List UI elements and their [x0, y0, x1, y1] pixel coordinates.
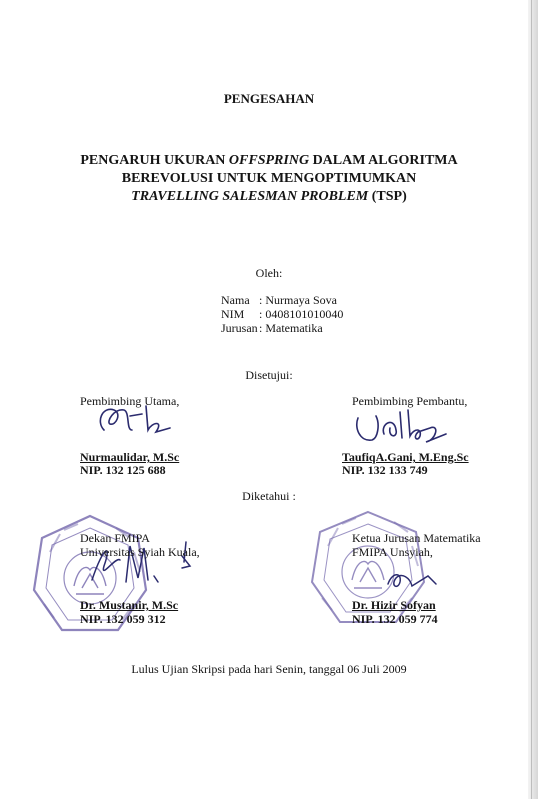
head-dept-signature — [382, 564, 442, 594]
head-dept-title-1: Ketua Jurusan Matematika — [352, 531, 481, 545]
page-edge-shadow — [528, 0, 538, 799]
head-dept-name: Dr. Hizir Sofyan — [352, 598, 436, 612]
heading: PENGESAHAN — [223, 91, 315, 106]
approved-label: Disetujui: — [245, 368, 293, 382]
page-edge-line — [531, 0, 532, 799]
head-dept-title-2: FMIPA Unsyiah, — [352, 545, 433, 559]
advisor-second-signature — [350, 404, 450, 448]
title-line-1: PENGARUH UKURAN OFFSPRING DALAM ALGORITMA — [80, 153, 458, 168]
advisor-main-nip: NIP. 132 125 688 — [80, 463, 166, 477]
dean-title-2: Universitas Syiah Kuala, — [80, 545, 200, 559]
advisor-main-role: Pembimbing Utama, — [80, 394, 180, 408]
identity-row-nim: NIM : 0408101010040 — [221, 307, 344, 321]
dean-title-1: Dekan FMIPA — [80, 531, 150, 545]
advisor-second-nip: NIP. 132 133 749 — [342, 463, 428, 477]
acknowledged-label: Diketahui : — [242, 489, 296, 503]
by-label: Oleh: — [255, 266, 283, 280]
identity-row-department: Jurusan: Matematika — [221, 321, 323, 335]
advisor-main-signature — [90, 400, 180, 440]
title-line-3: TRAVELLING SALESMAN PROBLEM (TSP) — [131, 189, 407, 204]
identity-row-name: Nama : Nurmaya Sova — [221, 293, 337, 307]
title-line-2: BEREVOLUSI UNTUK MENGOPTIMUMKAN — [121, 171, 417, 186]
dean-nip: NIP. 132 059 312 — [80, 612, 166, 626]
footer-statement: Lulus Ujian Skripsi pada hari Senin, tanggal 06 Juli 2009 — [131, 662, 407, 676]
advisor-second-role: Pembimbing Pembantu, — [352, 394, 468, 408]
head-dept-nip: NIP. 132 059 774 — [352, 612, 438, 626]
dean-name: Dr. Mustanir, M.Sc — [80, 598, 179, 612]
advisor-second-name: TaufiqA.Gani, M.Eng.Sc — [342, 450, 469, 464]
advisor-main-name: Nurmaulidar, M.Sc — [80, 450, 180, 464]
